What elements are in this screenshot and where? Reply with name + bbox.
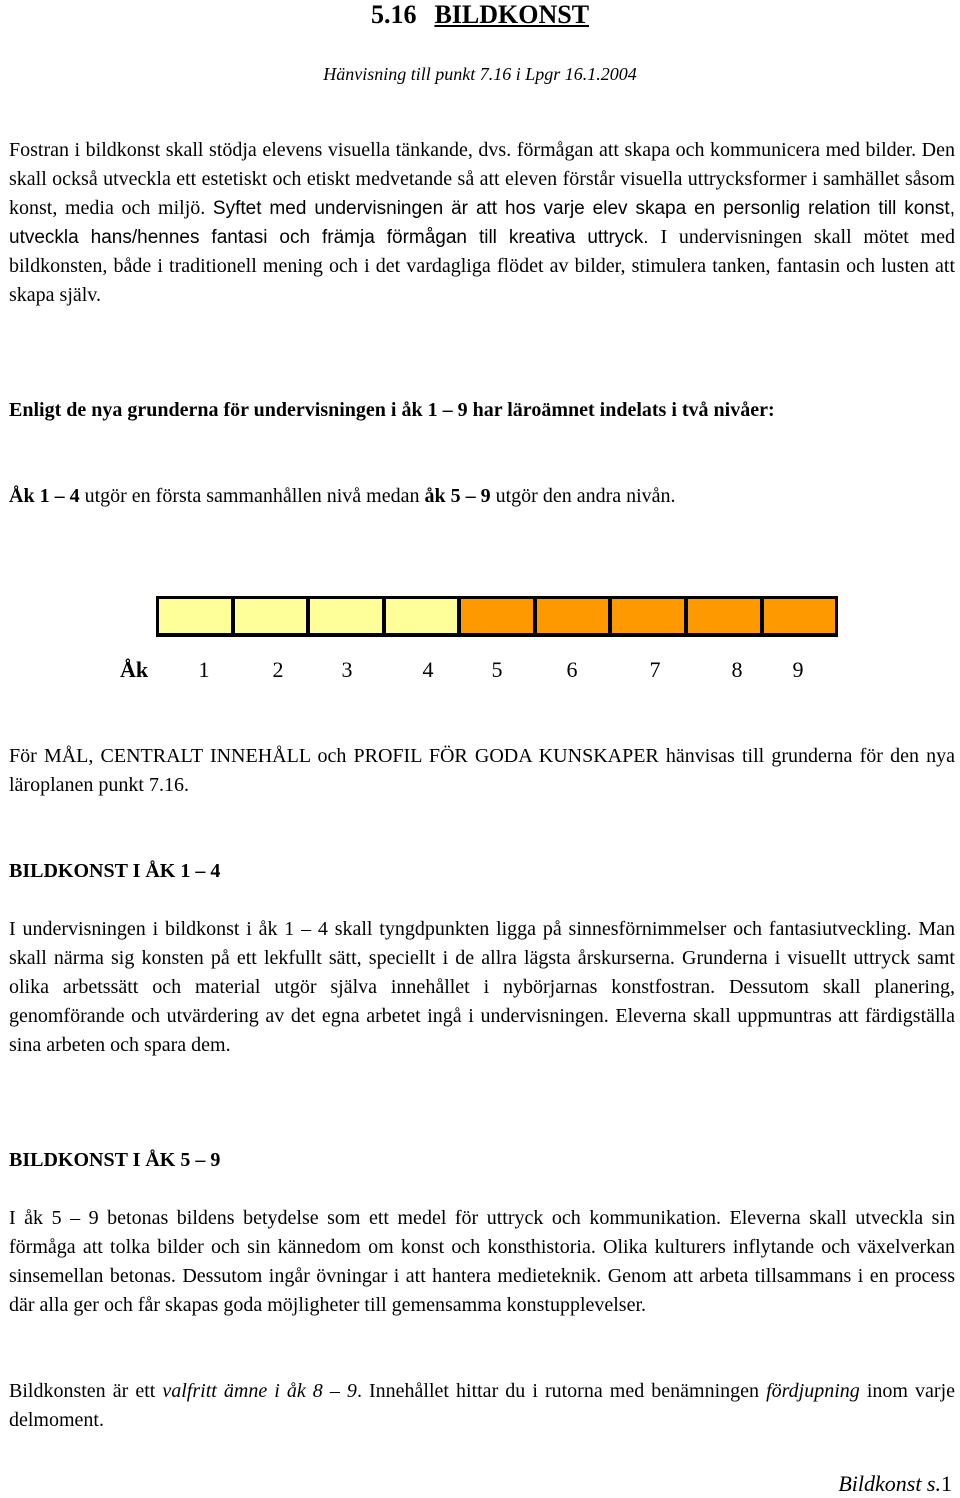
- elective-italic-1: valfritt ämne i åk 8 – 9: [162, 1380, 357, 1402]
- elective-note: [9, 1377, 955, 1435]
- section-1-4-body: I undervisningen i bildkonst i åk 1 – 4 skall tyngdpunkten ligga på sinnesförnimmelser och fantasiutveckling. Man skall närma sig konsten på ett lekfullt sätt, speciellt i de allra lägsta årskurserna. Grunderna i visuellt uttryck samt olika arbetssätt och material utgör själva innehållet i nybörjarnas konstfostran. Dessutom skall planering, genomförande och utvärdering av det egna arbetet ingå i undervisningen. Eleverna skall uppmuntras att färdigställa sina arbeten och spara dem.: [9, 918, 955, 1056]
- intro-part-3: I undervisningen skall mötet med bildkonsten, både i traditionell mening och i det vardagliga flödet av bilder, stimulera tanken, fantasin och lusten att skapa själv.: [9, 226, 955, 306]
- grade-cell-6: [537, 599, 609, 633]
- grade-number-3: 3: [341, 657, 353, 682]
- section-5-9-heading: BILDKONST I ÅK 5 – 9: [9, 1149, 221, 1171]
- grade-cell-2: [235, 599, 307, 633]
- grade-number-7: 7: [649, 657, 661, 682]
- intro-paragraph: [9, 136, 955, 310]
- footer-page-number: 1: [941, 1471, 952, 1496]
- grade-number-8: 8: [731, 657, 743, 682]
- grade-cell-8: [688, 599, 760, 633]
- grade-number-6: 6: [566, 657, 578, 682]
- grade-cell-9: [764, 599, 836, 633]
- grade-cell-4: [386, 599, 458, 633]
- section-5-9-body: I åk 5 – 9 betonas bildens betydelse som ett medel för uttryck och kommunikation. Eleverna skall utveckla sin förmåga att tolka bilder och sin kännedom om konst och konsthistoria. Olika kulturers inflytande och växelverkan sinsemellan betonas. Dessutom ingår övningar i att hantera medieteknik. Genom att arbeta tillsammans i en process där alla ger och får skapas goda möjligheter till gemensamma konstupplevelser.: [9, 1207, 955, 1316]
- grade-number-1: 1: [198, 657, 210, 682]
- grade-number-2: 2: [272, 657, 284, 682]
- levels-split-bold-1: Åk 1 – 4: [9, 485, 80, 507]
- elective-italic-2: fördjupning: [766, 1380, 860, 1402]
- section-title: BILDKONST: [434, 0, 590, 29]
- grade-cell-5: [461, 599, 533, 633]
- footer-label: Bildkonst s.: [838, 1471, 941, 1496]
- levels-split-text-1: utgör en första sammanhållen nivå medan: [79, 485, 425, 507]
- levels-split-bold-2: åk 5 – 9: [424, 485, 491, 507]
- grade-cell-1: [159, 599, 231, 633]
- reference-note: För MÅL, CENTRALT INNEHÅLL och PROFIL FÖR GODA KUNSKAPER hänvisas till grunderna för den nya läroplanen punkt 7.16.: [9, 745, 955, 796]
- elective-text-2: . Innehållet hittar du i rutorna med benämningen: [356, 1380, 767, 1402]
- section-number: 5.16: [370, 0, 417, 29]
- elective-text-1: Bildkonsten är ett: [9, 1380, 163, 1402]
- grade-cell-3: [310, 599, 382, 633]
- levels-split-text-2: utgör den andra nivån.: [490, 485, 676, 507]
- grade-number-4: 4: [422, 657, 434, 682]
- grade-number-9: 9: [792, 657, 804, 682]
- levels-split: [9, 482, 955, 511]
- grade-cell-7: [612, 599, 684, 633]
- levels-statement: Enligt de nya grunderna för undervisningen i åk 1 – 9 har läroämnet indelats i två nivåer:: [9, 399, 775, 421]
- reference-line: Hänvisning till punkt 7.16 i Lpgr 16.1.2004: [323, 64, 637, 84]
- grade-number-5: 5: [491, 657, 503, 682]
- intro-part-1: Fostran i bildkonst skall stödja elevens visuella tänkande, dvs. förmågan att skapa och kommunicera med bilder. Den skall också utveckla ett estetiskt och etiskt medvetande så att eleven förstår visuella uttrycksformer i samhället såsom konst, media och miljö.: [9, 139, 955, 219]
- grade-level-bar: [156, 596, 838, 637]
- page-footer: [838, 1470, 952, 1498]
- intro-part-2: Syftet med undervisningen är att hos varje elev skapa en personlig relation till konst, utveckla hans/hennes fantasi och främja förmågan till kreativa uttryck.: [9, 198, 955, 248]
- grade-label: Åk: [120, 657, 149, 682]
- elective-text-3: inom varje delmoment.: [9, 1380, 955, 1431]
- page-title: [0, 0, 960, 30]
- section-1-4-heading: BILDKONST I ÅK 1 – 4: [9, 860, 221, 882]
